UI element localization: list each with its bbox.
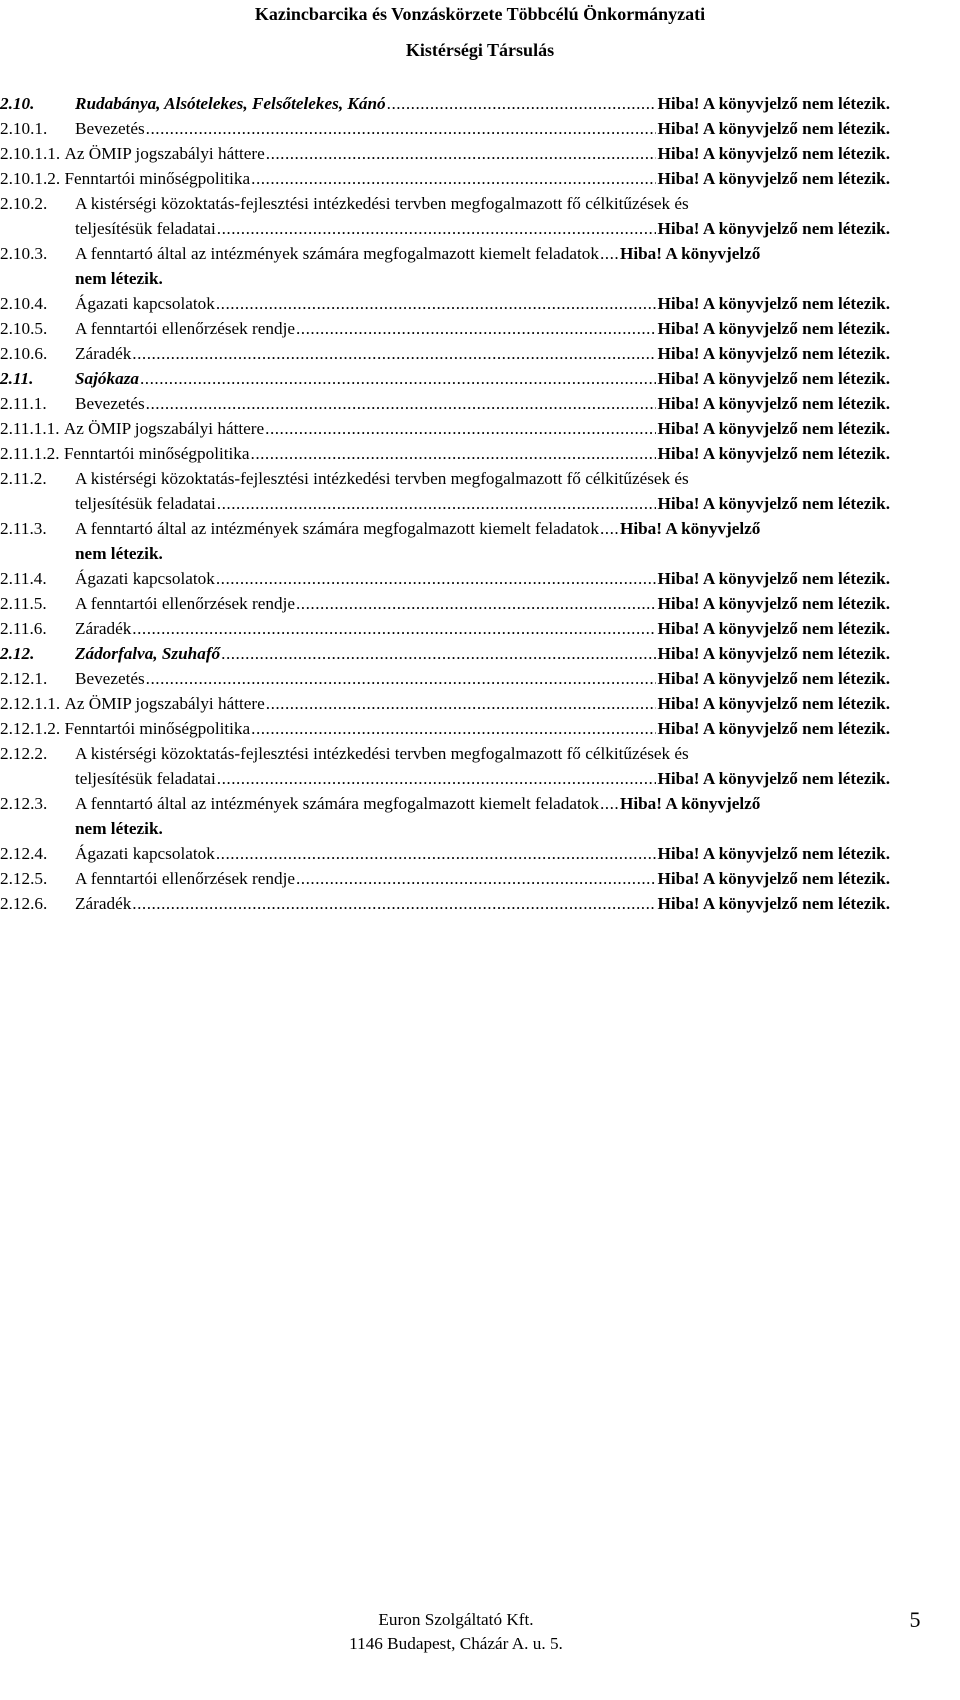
toc-page-ref: Hiba! A könyvjelző — [619, 519, 761, 538]
dot-leader — [221, 643, 655, 665]
toc-page-ref: Hiba! A könyvjelző nem létezik. — [657, 419, 890, 438]
toc-number: 2.12.1.1. — [0, 694, 61, 713]
dot-leader — [132, 343, 655, 365]
toc-number: 2.12.6. — [0, 894, 48, 913]
dot-leader — [296, 868, 656, 890]
toc-page-ref: Hiba! A könyvjelző nem létezik. — [657, 444, 890, 463]
toc-title: Rudabánya, Alsótelekes, Felsőtelekes, Kánó — [75, 94, 386, 113]
toc-page-ref: Hiba! A könyvjelző nem létezik. — [657, 169, 890, 188]
toc-page-ref: Hiba! A könyvjelző nem létezik. — [657, 569, 890, 588]
toc-title: A fenntartói ellenőrzések rendje — [75, 594, 295, 613]
toc-page-ref-continued: nem létezik. — [75, 819, 163, 838]
toc-title: Ágazati kapcsolatok — [75, 569, 215, 588]
toc-number: 2.12.1.2. — [0, 719, 61, 738]
toc-title: A kistérségi közoktatás-fejlesztési intézkedési tervben megfogalmazott fő célkitűzések és — [75, 744, 689, 763]
dot-leader — [251, 718, 655, 740]
dot-leader — [216, 293, 656, 315]
toc-number: 2.12.5. — [0, 869, 48, 888]
toc-title: Bevezetés — [75, 394, 145, 413]
dot-leader — [216, 568, 656, 590]
toc-title: A fenntartó által az intézmények számára megfogalmazott kiemelt feladatok — [75, 519, 599, 538]
toc-number: 2.11.4. — [0, 569, 47, 588]
dot-leader — [216, 843, 656, 865]
toc-title: A fenntartó által az intézmények számára megfogalmazott kiemelt feladatok — [75, 794, 599, 813]
toc-page-ref: Hiba! A könyvjelző nem létezik. — [657, 144, 890, 163]
dot-leader — [296, 593, 656, 615]
toc-title: Az ÖMIP jogszabályi háttere — [63, 419, 265, 438]
dot-leader — [146, 668, 656, 690]
dot-leader — [266, 143, 656, 165]
toc-page-ref: Hiba! A könyvjelző nem létezik. — [657, 369, 890, 388]
toc-title: Fenntartói minőségpolitika — [64, 169, 251, 188]
dot-leader — [132, 893, 655, 915]
dot-leader — [265, 418, 655, 440]
toc-number: 2.10.6. — [0, 344, 48, 363]
toc-title-continued: teljesítésük feladatai — [75, 219, 216, 238]
dot-leader — [217, 493, 656, 515]
toc-page-ref: Hiba! A könyvjelző nem létezik. — [657, 219, 890, 238]
footer-address: 1146 Budapest, Cházár A. u. 5. — [349, 1634, 563, 1653]
toc-page-ref: Hiba! A könyvjelző nem létezik. — [657, 94, 890, 113]
dot-leader — [217, 768, 656, 790]
dot-leader — [146, 393, 656, 415]
header-organization: Kazincbarcika és Vonzáskörzete Többcélú Önkormányzati — [254, 4, 706, 24]
toc-title: Ágazati kapcsolatok — [75, 844, 215, 863]
toc-page-ref: Hiba! A könyvjelző nem létezik. — [657, 694, 890, 713]
page-number: 5 — [909, 1607, 921, 1632]
toc-title: Záradék — [75, 619, 132, 638]
toc-page-ref: Hiba! A könyvjelző nem létezik. — [657, 594, 890, 613]
toc-number: 2.12.4. — [0, 844, 48, 863]
toc-title-continued: teljesítésük feladatai — [75, 494, 216, 513]
toc-number: 2.11.1.1. — [0, 419, 60, 438]
dot-leader — [140, 368, 656, 390]
dot-leader — [296, 318, 656, 340]
toc-number: 2.10.1.2. — [0, 169, 61, 188]
toc-page-ref: Hiba! A könyvjelző nem létezik. — [657, 869, 890, 888]
toc-title: A fenntartói ellenőrzések rendje — [75, 869, 295, 888]
toc-number: 2.11.2. — [0, 469, 47, 488]
toc-number: 2.10. — [0, 94, 35, 113]
toc-number: 2.12.3. — [0, 794, 48, 813]
toc-title: Fenntartói minőségpolitika — [64, 719, 251, 738]
toc-title: Fenntartói minőségpolitika — [63, 444, 250, 463]
toc-page-ref: Hiba! A könyvjelző — [619, 794, 761, 813]
toc-title: Sajókaza — [75, 369, 139, 388]
toc-page-ref-continued: nem létezik. — [75, 544, 163, 563]
toc-number: 2.11. — [0, 369, 34, 388]
toc-number: 2.10.1. — [0, 119, 48, 138]
toc-title: Bevezetés — [75, 669, 145, 688]
toc-title: Zádorfalva, Szuhafő — [75, 644, 221, 663]
toc-number: 2.10.3. — [0, 244, 48, 263]
toc-title: A fenntartói ellenőrzések rendje — [75, 319, 295, 338]
toc-page-ref: Hiba! A könyvjelző nem létezik. — [657, 719, 890, 738]
toc-page-ref: Hiba! A könyvjelző nem létezik. — [657, 394, 890, 413]
dot-leader — [600, 793, 618, 815]
toc-title: Ágazati kapcsolatok — [75, 294, 215, 313]
dot-leader — [251, 168, 655, 190]
header-association: Kistérségi Társulás — [405, 40, 555, 60]
toc-number: 2.12.1. — [0, 669, 48, 688]
dot-leader — [600, 518, 618, 540]
dot-leader — [217, 218, 656, 240]
toc-page-ref-continued: nem létezik. — [75, 269, 163, 288]
toc-number: 2.11.1. — [0, 394, 47, 413]
toc-page-ref: Hiba! A könyvjelző nem létezik. — [657, 644, 890, 663]
toc-page-ref: Hiba! A könyvjelző nem létezik. — [657, 344, 890, 363]
toc-title: Az ÖMIP jogszabályi háttere — [64, 694, 265, 713]
dot-leader — [146, 118, 656, 140]
toc-title: Az ÖMIP jogszabályi háttere — [64, 144, 265, 163]
toc-page-ref: Hiba! A könyvjelző nem létezik. — [657, 894, 890, 913]
toc-title: A kistérségi közoktatás-fejlesztési intézkedési tervben megfogalmazott fő célkitűzések és — [75, 469, 689, 488]
dot-leader — [600, 243, 618, 265]
toc-title: Bevezetés — [75, 119, 145, 138]
toc-page-ref: Hiba! A könyvjelző nem létezik. — [657, 294, 890, 313]
toc-title-continued: teljesítésük feladatai — [75, 769, 216, 788]
toc-title: Záradék — [75, 344, 132, 363]
toc-page-ref: Hiba! A könyvjelző nem létezik. — [657, 669, 890, 688]
toc-number: 2.11.1.2. — [0, 444, 60, 463]
toc-page-ref: Hiba! A könyvjelző — [619, 244, 761, 263]
toc-number: 2.10.2. — [0, 194, 48, 213]
toc-number: 2.11.6. — [0, 619, 47, 638]
footer-company: Euron Szolgáltató Kft. — [378, 1610, 534, 1629]
dot-leader — [387, 93, 656, 115]
toc-page-ref: Hiba! A könyvjelző nem létezik. — [657, 769, 890, 788]
toc-title: Záradék — [75, 894, 132, 913]
toc-page-ref: Hiba! A könyvjelző nem létezik. — [657, 319, 890, 338]
dot-leader — [132, 618, 655, 640]
toc-number: 2.11.5. — [0, 594, 47, 613]
toc-number: 2.12.2. — [0, 744, 48, 763]
toc-page-ref: Hiba! A könyvjelző nem létezik. — [657, 494, 890, 513]
dot-leader — [266, 693, 656, 715]
toc-number: 2.12. — [0, 644, 35, 663]
toc-page-ref: Hiba! A könyvjelző nem létezik. — [657, 844, 890, 863]
dot-leader — [251, 443, 656, 465]
toc-number: 2.10.1.1. — [0, 144, 61, 163]
toc-number: 2.11.3. — [0, 519, 47, 538]
toc-number: 2.10.5. — [0, 319, 48, 338]
toc-title: A kistérségi közoktatás-fejlesztési intézkedési tervben megfogalmazott fő célkitűzések és — [75, 194, 689, 213]
toc-page-ref: Hiba! A könyvjelző nem létezik. — [657, 619, 890, 638]
toc-page-ref: Hiba! A könyvjelző nem létezik. — [657, 119, 890, 138]
toc-number: 2.10.4. — [0, 294, 48, 313]
toc-title: A fenntartó által az intézmények számára megfogalmazott kiemelt feladatok — [75, 244, 599, 263]
